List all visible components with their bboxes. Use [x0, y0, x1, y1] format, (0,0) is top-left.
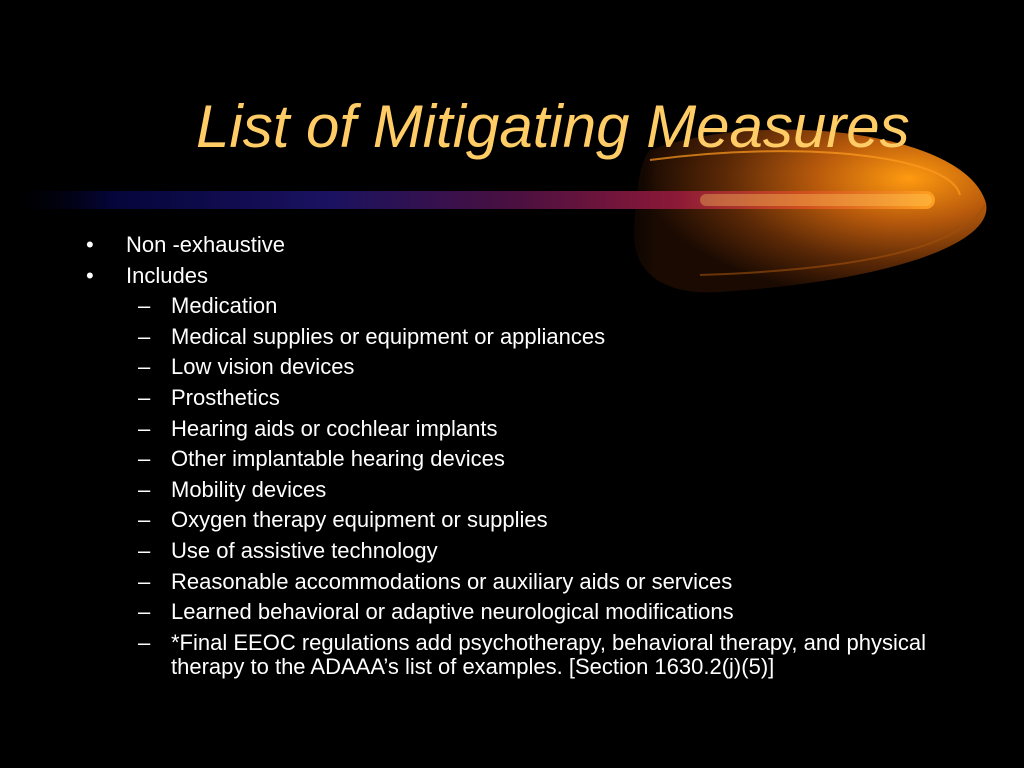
dash-glyph: – — [138, 476, 151, 502]
sub-bullet-list — [86, 291, 926, 682]
bullet-item-includes — [86, 261, 926, 292]
dash-glyph: – — [138, 354, 151, 380]
bullet-text: Includes — [126, 262, 208, 288]
sub-bullet-item — [86, 322, 926, 353]
bullet-glyph: • — [86, 232, 94, 257]
bullet-text: Non -exhaustive — [126, 232, 285, 257]
sub-bullet-item — [86, 383, 926, 414]
dash-glyph: – — [138, 599, 151, 625]
sub-bullet-text: Prosthetics — [171, 385, 280, 411]
dash-glyph: – — [138, 323, 151, 349]
dash-glyph: – — [138, 568, 151, 594]
bullet-list — [86, 230, 926, 291]
sub-bullet-item — [86, 597, 926, 628]
sub-bullet-item — [86, 628, 926, 683]
dash-glyph: – — [138, 507, 151, 533]
sub-bullet-text: Medication — [171, 293, 278, 319]
sub-bullet-text: Use of assistive technology — [171, 538, 438, 564]
dash-glyph: – — [138, 629, 151, 655]
dash-glyph: – — [138, 385, 151, 411]
sub-bullet-item — [86, 475, 926, 506]
bullet-glyph: • — [86, 262, 94, 288]
sub-bullet-item — [86, 444, 926, 475]
sub-bullet-item — [86, 505, 926, 536]
sub-bullet-text: *Final EEOC regulations add psychotherapy, behavioral therapy, and physical therapy to the ADAAA’s list of examples. [Section 1630.2(j)(5)] — [171, 629, 926, 679]
page-title: List of Mitigating Measures — [196, 93, 910, 160]
sub-bullet-text: Learned behavioral or adaptive neurological modifications — [171, 599, 734, 625]
dash-glyph: – — [138, 415, 151, 441]
sub-bullet-text: Medical supplies or equipment or appliances — [171, 323, 606, 349]
sub-bullet-text: Oxygen therapy equipment or supplies — [171, 507, 548, 533]
sub-bullet-text: Reasonable accommodations or auxiliary aids or services — [171, 568, 733, 594]
sub-bullet-item — [86, 413, 926, 444]
dash-glyph: – — [138, 538, 151, 564]
sub-bullet-text: Hearing aids or cochlear implants — [171, 415, 498, 441]
sub-bullet-item — [86, 536, 926, 567]
dash-glyph: – — [138, 446, 151, 472]
sub-bullet-item — [86, 352, 926, 383]
sub-bullet-item — [86, 291, 926, 322]
sub-bullet-text: Other implantable hearing devices — [171, 446, 505, 472]
dash-glyph: – — [138, 293, 151, 319]
bullet-item-non-exhaustive — [86, 230, 926, 261]
sub-bullet-text: Mobility devices — [171, 476, 327, 502]
sub-bullet-text: Low vision devices — [171, 354, 355, 380]
sub-bullet-item — [86, 566, 926, 597]
